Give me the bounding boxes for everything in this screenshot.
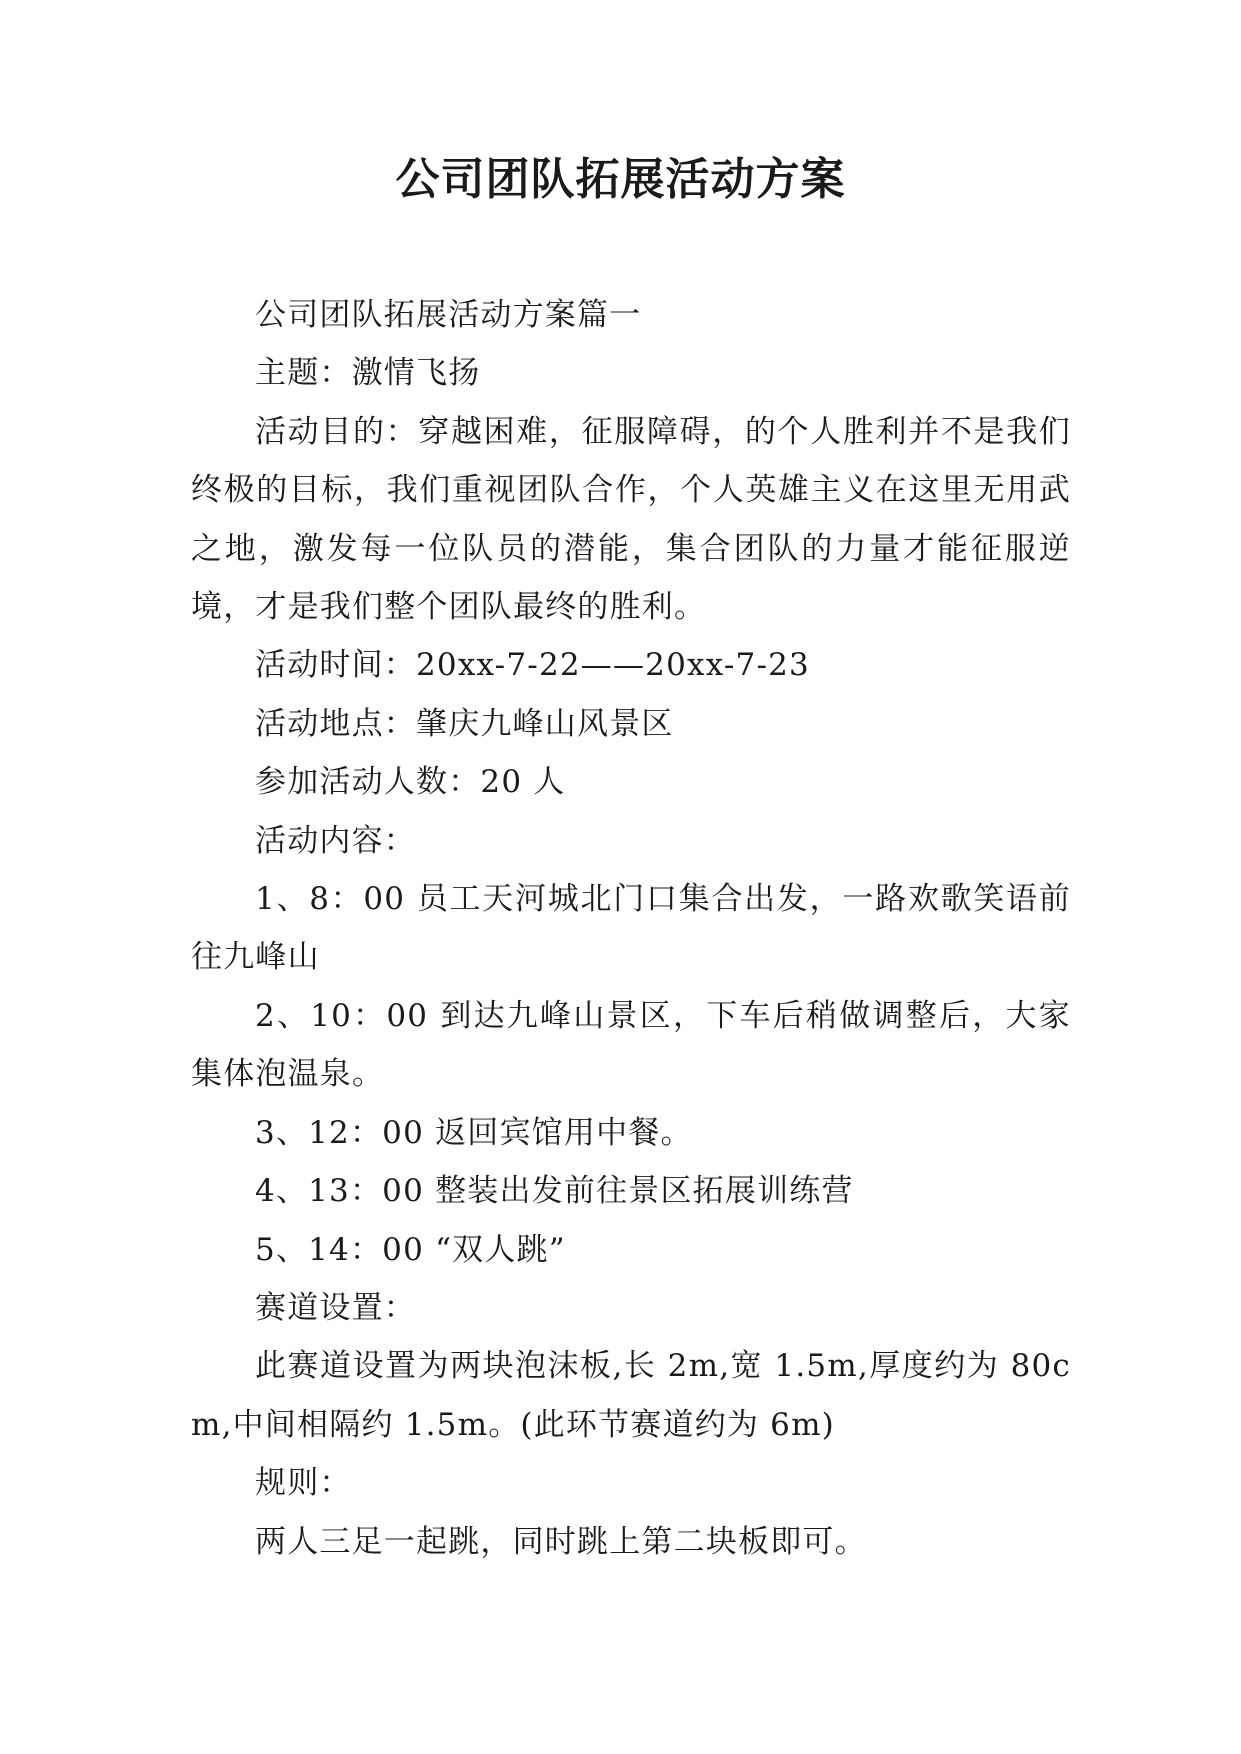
paragraph-track-heading: 赛道设置： bbox=[255, 1289, 416, 1326]
paragraph-schedule-item-4: 4、13：00 整装出发前往景区拓展训练营 bbox=[255, 1173, 854, 1210]
paragraph-rules: 两人三足一起跳，同时跳上第二块板即可。 bbox=[255, 1523, 867, 1560]
paragraph-content-heading: 活动内容： bbox=[255, 822, 416, 859]
paragraph-participants: 参加活动人数：20 人 bbox=[255, 764, 566, 801]
paragraph-theme: 主题：激情飞扬 bbox=[255, 355, 481, 392]
paragraph-track-setup: 此赛道设置为两块泡沫板,长 2m,宽 1.5m,厚度约为 80cm,中间相隔约 1.5m。(此环节赛道约为 6m) bbox=[191, 1348, 1071, 1443]
paragraph-time: 活动时间：20xx-7-22——20xx-7-23 bbox=[255, 647, 810, 684]
paragraph-purpose: 活动目的：穿越困难，征服障碍，的个人胜利并不是我们终极的目标，我们重视团队合作，个人英雄主义在这里无用武之地，激发每一位队员的潜能，集合团队的力量才能征服逆境，才是我们整个团队最终的胜利。 bbox=[191, 413, 1071, 626]
paragraph-schedule-item-1: 1、8：00 员工天河城北门口集合出发，一路欢歌笑语前往九峰山 bbox=[191, 881, 1071, 976]
paragraph-location: 活动地点：肇庆九峰山风景区 bbox=[255, 705, 674, 742]
paragraph-schedule-item-5: 5、14：00 “双人跳” bbox=[255, 1231, 566, 1268]
document-body bbox=[191, 286, 1071, 1571]
paragraph-schedule-item-3: 3、12：00 返回宾馆用中餐。 bbox=[255, 1114, 693, 1151]
document-title: 公司团队拓展活动方案 bbox=[395, 154, 846, 205]
paragraph-schedule-item-2: 2、10：00 到达九峰山景区，下车后稍做调整后，大家集体泡温泉。 bbox=[191, 997, 1071, 1093]
paragraph-section-heading: 公司团队拓展活动方案篇一 bbox=[255, 297, 642, 333]
paragraph-rules-heading: 规则： bbox=[255, 1465, 352, 1502]
